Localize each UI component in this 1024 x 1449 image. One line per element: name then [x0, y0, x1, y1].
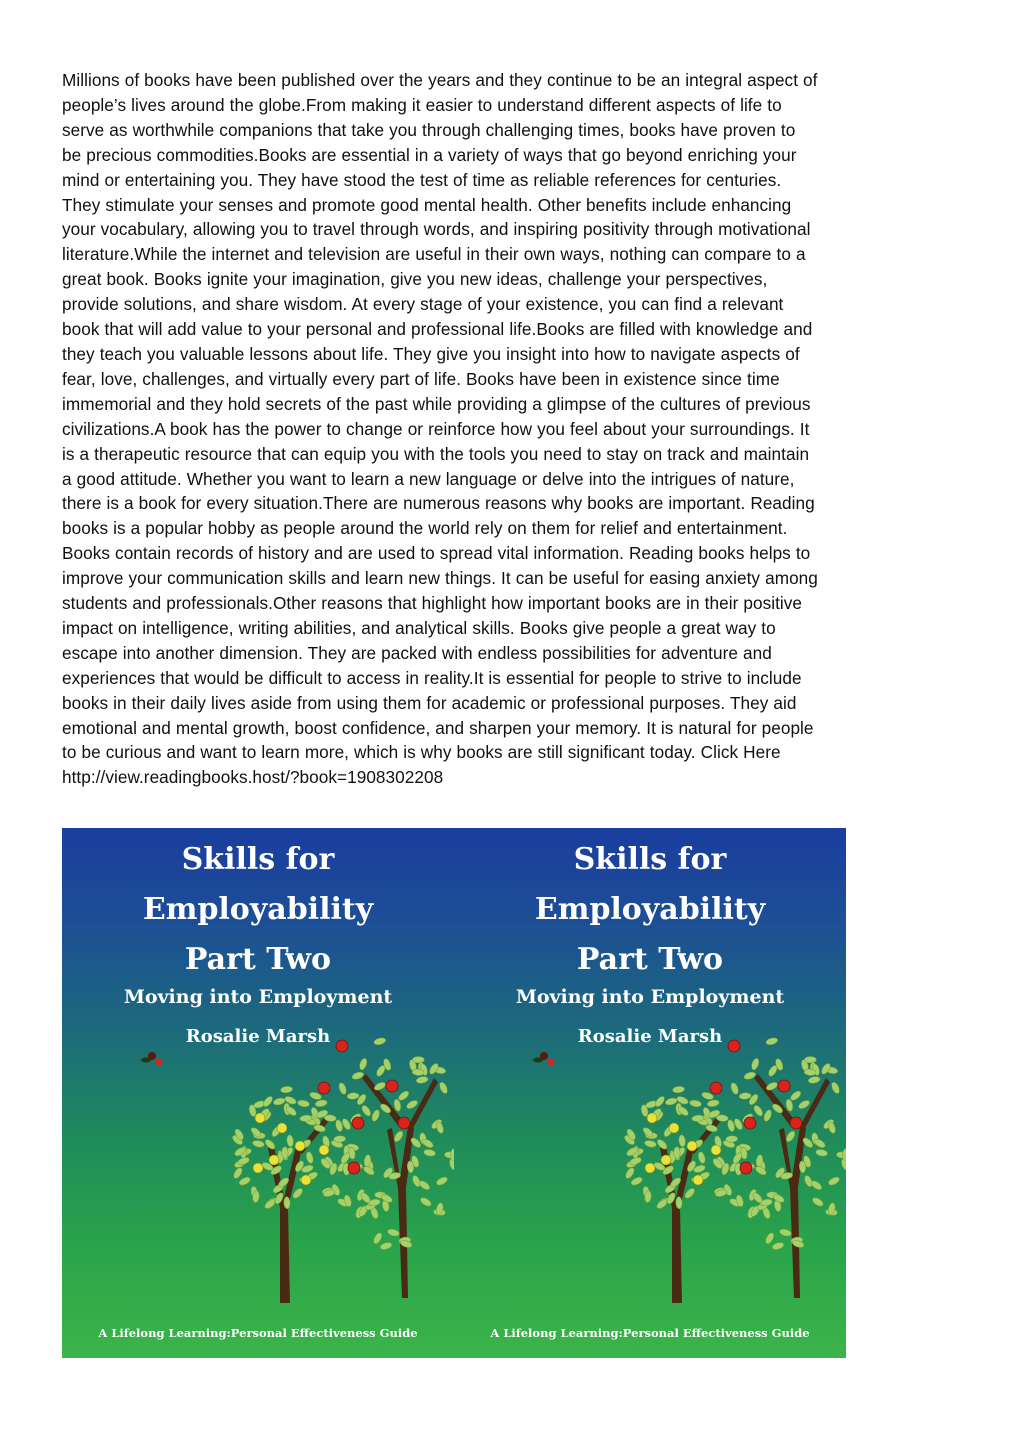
leaf	[393, 1099, 402, 1112]
leaf	[830, 1081, 841, 1095]
leaf	[360, 1104, 372, 1118]
leaf	[678, 1134, 686, 1147]
tree-trunk	[779, 1126, 806, 1298]
apple	[348, 1162, 360, 1174]
apple	[255, 1113, 265, 1123]
leaf	[815, 1149, 828, 1157]
cover-author: Rosalie Marsh	[185, 1026, 331, 1047]
leaf	[141, 1058, 151, 1063]
leaf	[707, 1099, 720, 1108]
leaf	[393, 1130, 405, 1144]
berry	[548, 1059, 555, 1066]
leaf	[419, 1196, 433, 1208]
leaf	[438, 1081, 449, 1095]
leaf	[358, 1057, 368, 1070]
cover-title-line3: Part Two	[576, 942, 724, 977]
leaf	[315, 1099, 328, 1108]
leaf	[282, 1147, 289, 1159]
leaf	[730, 1082, 740, 1095]
apple	[790, 1117, 802, 1129]
apple	[386, 1080, 398, 1092]
leaf	[533, 1058, 543, 1063]
book-cover-left	[62, 828, 454, 1358]
leaf	[785, 1099, 794, 1112]
book-cover-images	[62, 828, 846, 1358]
leaf	[297, 1099, 310, 1107]
leaf	[672, 1086, 685, 1094]
cover-subtitle: Moving into Employment	[123, 986, 393, 1008]
cover-title-line1: Skills for	[181, 842, 335, 877]
leaf	[683, 1187, 696, 1200]
leaf	[804, 1057, 816, 1063]
cover-series: A Lifelong Learning:Personal Effectiveness Guide	[98, 1326, 418, 1340]
leaf	[789, 1089, 802, 1102]
leaf	[397, 1089, 410, 1102]
apple	[645, 1163, 655, 1173]
cover-title-line1: Skills for	[573, 842, 727, 877]
leaf	[379, 1241, 392, 1251]
leaf	[752, 1104, 764, 1118]
apple	[693, 1175, 703, 1185]
leaf	[286, 1134, 294, 1147]
leaf	[351, 1071, 364, 1081]
tree-trunk	[387, 1126, 414, 1298]
cover-title-line2: Employability	[534, 892, 766, 927]
leaf	[624, 1166, 636, 1180]
apple	[277, 1123, 287, 1133]
body-text: Millions of books have been published over the years and they continue to be an integral aspect of people’s lives around the globe.From making it easier to understand different aspects of life to serve as worthwhile companions that take you through challenging times, books have proven to be precious commodities.Books are essential in a variety of ways that go beyond enriching your mind or entertaining you. They have stood the test of time as reliable references for centuries. They stimulate your senses and promote good mental health. Other benefits include enhancing your vocabulary, allowing you to travel through words, and inspiring positivity through motivational literature.While the internet and television are useful in their own ways, nothing can compare to a great book. Books ignite your imagination, give you new ideas, challenge your perspectives, provide solutions, and share wisdom. At every stage of your existence, you can find a relevant book that will add value to your personal and professional life.Books are filled with knowledge and they teach you valuable lessons about life. They give you insight into how to navigate aspects of fear, love, challenges, and virtually every part of life. Books have been in existence since time immemorial and they hold secrets of the past while providing a glimpse of the cultures of previous civilizations.A book has the power to change or reinforce how you feel about your surroundings. It is a therapeutic resource that can equip you with the tools you need to stay on track and maintain a good attitude. Whether you want to learn a new language or delve into the intrigues of nature, there is a book for every situation.There are numerous reasons why books are important. Reading books is a popular hobby as people around the world rely on them for relief and entertainment. Books contain records of history and are used to spread vital information. Reading books helps to improve your communication skills and learn new things. It can be useful for easing anxiety among students and professionals.Other reasons that highlight how important books are in their positive impact on intelligence, writing abilities, and analytical skills. Books give people a great way to escape into another dimension. They are packed with endless possibilities for adventure and experiences that would be difficult to access in reality.It is essential for people to strive to include books in their daily lives aside from using them for academic or professional purposes. They aid emotional and mental growth, boost confidence, and sharpen your memory. It is natural for people to be curious and want to learn more, which is why books are still significant today. Click Here http://view.readingbooks.host/?book=1908302208	[62, 70, 818, 788]
leaf	[811, 1196, 825, 1208]
leaf	[785, 1130, 797, 1144]
cover-title-line2: Employability	[142, 892, 374, 927]
leaf	[280, 1086, 293, 1094]
leaf	[771, 1241, 784, 1251]
apple	[711, 1145, 721, 1155]
leaf	[416, 1076, 429, 1085]
apple	[269, 1155, 279, 1165]
apple	[301, 1175, 311, 1185]
apple	[744, 1117, 756, 1129]
leaf	[334, 1135, 346, 1142]
leaf	[238, 1176, 252, 1187]
leaf	[435, 1175, 449, 1186]
leaf	[252, 1140, 265, 1149]
leaf	[423, 1149, 436, 1157]
leaf	[743, 1071, 756, 1081]
leaf	[630, 1176, 644, 1187]
leaf	[405, 1099, 419, 1111]
berry	[156, 1059, 163, 1066]
leaf	[273, 1097, 286, 1106]
apple	[295, 1141, 305, 1151]
leaf	[764, 1232, 776, 1246]
leaf	[779, 1228, 792, 1237]
apple	[398, 1117, 410, 1129]
cover-subtitle: Moving into Employment	[515, 986, 785, 1008]
leaf	[827, 1175, 841, 1186]
cover-author: Rosalie Marsh	[577, 1026, 723, 1047]
leaf	[370, 1109, 380, 1123]
cover-title-line3: Part Two	[184, 942, 332, 977]
cover-series: A Lifelong Learning:Personal Effectiveness Guide	[490, 1326, 810, 1340]
leaf	[726, 1135, 738, 1142]
leaf	[797, 1099, 811, 1111]
leaf	[689, 1099, 702, 1107]
apple	[687, 1141, 697, 1151]
leaf	[347, 1092, 360, 1099]
apple	[647, 1113, 657, 1123]
leaf	[697, 1151, 706, 1164]
leaf	[338, 1082, 348, 1095]
leaf	[674, 1147, 681, 1159]
leaf	[305, 1151, 314, 1164]
leaf	[412, 1057, 424, 1063]
leaf	[372, 1232, 384, 1246]
apple	[661, 1155, 671, 1165]
leaf	[750, 1057, 760, 1070]
leaf	[644, 1140, 657, 1149]
apple	[740, 1162, 752, 1174]
leaf	[387, 1228, 400, 1237]
apple	[352, 1117, 364, 1129]
apple	[318, 1082, 330, 1094]
apple	[710, 1082, 722, 1094]
apple	[253, 1163, 263, 1173]
leaf	[808, 1076, 821, 1085]
leaf	[762, 1109, 772, 1123]
apple	[319, 1145, 329, 1155]
leaf	[665, 1097, 678, 1106]
book-cover-right	[454, 828, 846, 1358]
apple	[778, 1080, 790, 1092]
leaf	[232, 1166, 244, 1180]
leaf	[291, 1187, 304, 1200]
leaf	[739, 1092, 752, 1099]
apple	[669, 1123, 679, 1133]
